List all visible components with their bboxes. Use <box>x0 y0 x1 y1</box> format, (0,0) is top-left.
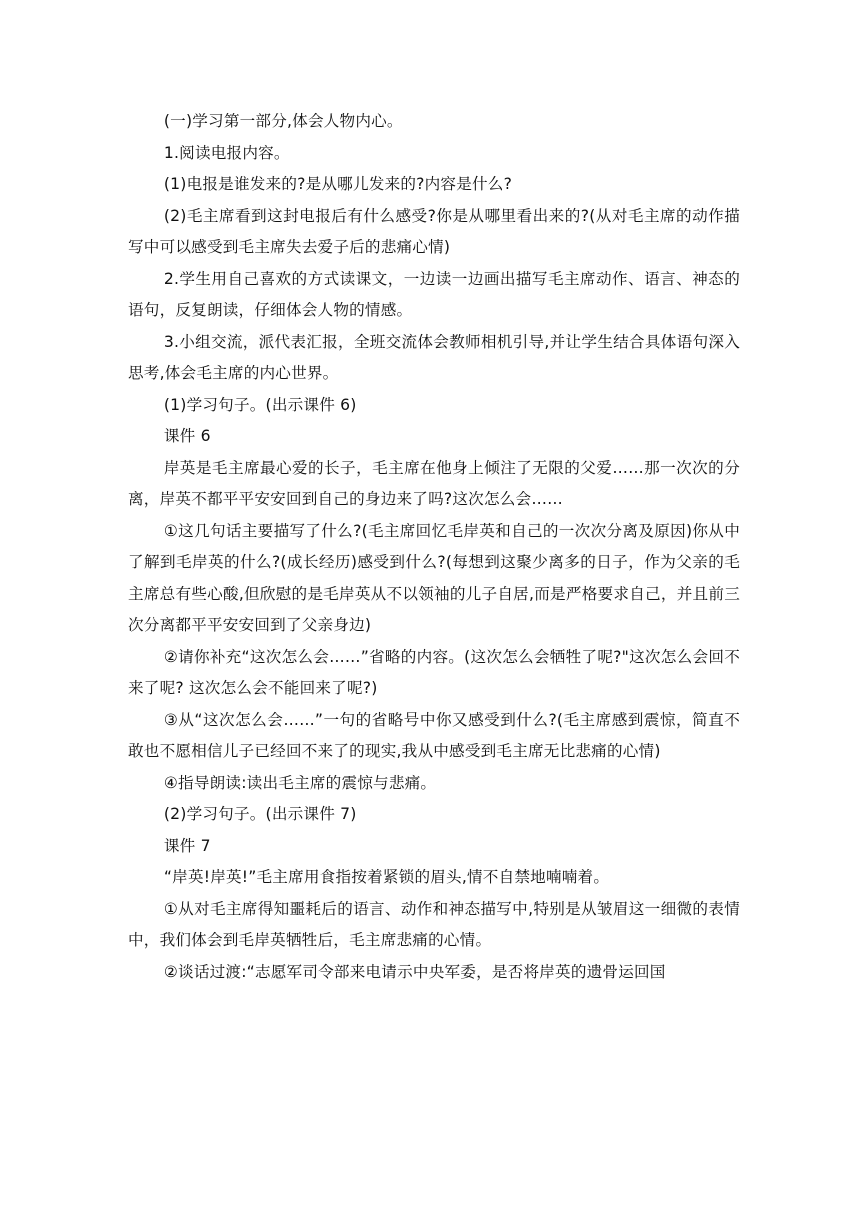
paragraph: ④指导朗读:读出毛主席的震惊与悲痛。 <box>163 773 437 792</box>
paragraph: ②请你补充“这次怎么会……”省略的内容。(这次怎么会牺牲了呢?"这次怎么会回不来了呢? 这次怎么会不能回来了呢?) <box>128 647 740 697</box>
paragraph: ③从“这次怎么会……”一句的省略号中你又感受到什么?(毛主席感到震惊，简直不敢也不愿相信儿子已经回不来了的现实,我从中感受到毛主席无比悲痛的心情) <box>128 710 740 760</box>
paragraph: (2)学习句子。(出示课件 7) <box>163 805 357 823</box>
paragraph: (2)毛主席看到这封电报后有什么感受?你是从哪里看出来的?(从对毛主席的动作描写中可以感受到毛主席失去爱子后的悲痛心情) <box>128 206 740 256</box>
paragraph: 岸英是毛主席最心爱的长子，毛主席在他身上倾注了无限的父爱……那一次次的分离，岸英不都平平安安回到自己的身边来了吗?这次怎么会…… <box>128 458 740 508</box>
paragraph: 课件 6 <box>163 427 211 445</box>
paragraph: 3.小组交流，派代表汇报，全班交流体会教师相机引导,并让学生结合具体语句深入思考,体会毛主席的内心世界。 <box>128 332 740 382</box>
paragraph: 课件 7 <box>163 836 211 855</box>
paragraph: (1)学习句子。(出示课件 6) <box>163 395 357 414</box>
paragraph: ②谈话过渡:“志愿军司令部来电请示中央军委，是否将岸英的遗骨运回国 <box>163 962 666 981</box>
paragraph: ①这几句话主要描写了什么?(毛主席回忆毛岸英和自己的一次次分离及原因)你从中了解到毛岸英的什么?(成长经历)感受到什么?(每想到这聚少离多的日子，作为父亲的毛主席总有些心酸,但欣慰的是毛岸英从不以领袖的儿子自居,而是严格要求自己，并且前三次分离都平平安安回到了父亲身边) <box>128 521 740 634</box>
paragraph: “岸英!岸英!”毛主席用食指按着紧锁的眉头,情不自禁地喃喃着。 <box>163 868 610 886</box>
paragraph: 2.学生用自己喜欢的方式读课文，一边读一边画出描写毛主席动作、语言、神态的语句，反复朗读，仔细体会人物的情感。 <box>128 269 740 319</box>
paragraph: ①从对毛主席得知噩耗后的语言、动作和神态描写中,特别是从皱眉这一细微的表情中，我们体会到毛岸英牺牲后，毛主席悲痛的心情。 <box>128 899 740 949</box>
paragraph: 1.阅读电报内容。 <box>163 143 290 162</box>
paragraph: (1)电报是谁发来的?是从哪儿发来的?内容是什么? <box>163 175 513 193</box>
document-body <box>128 106 740 988</box>
paragraph: (一)学习第一部分,体会人物内心。 <box>163 112 403 130</box>
